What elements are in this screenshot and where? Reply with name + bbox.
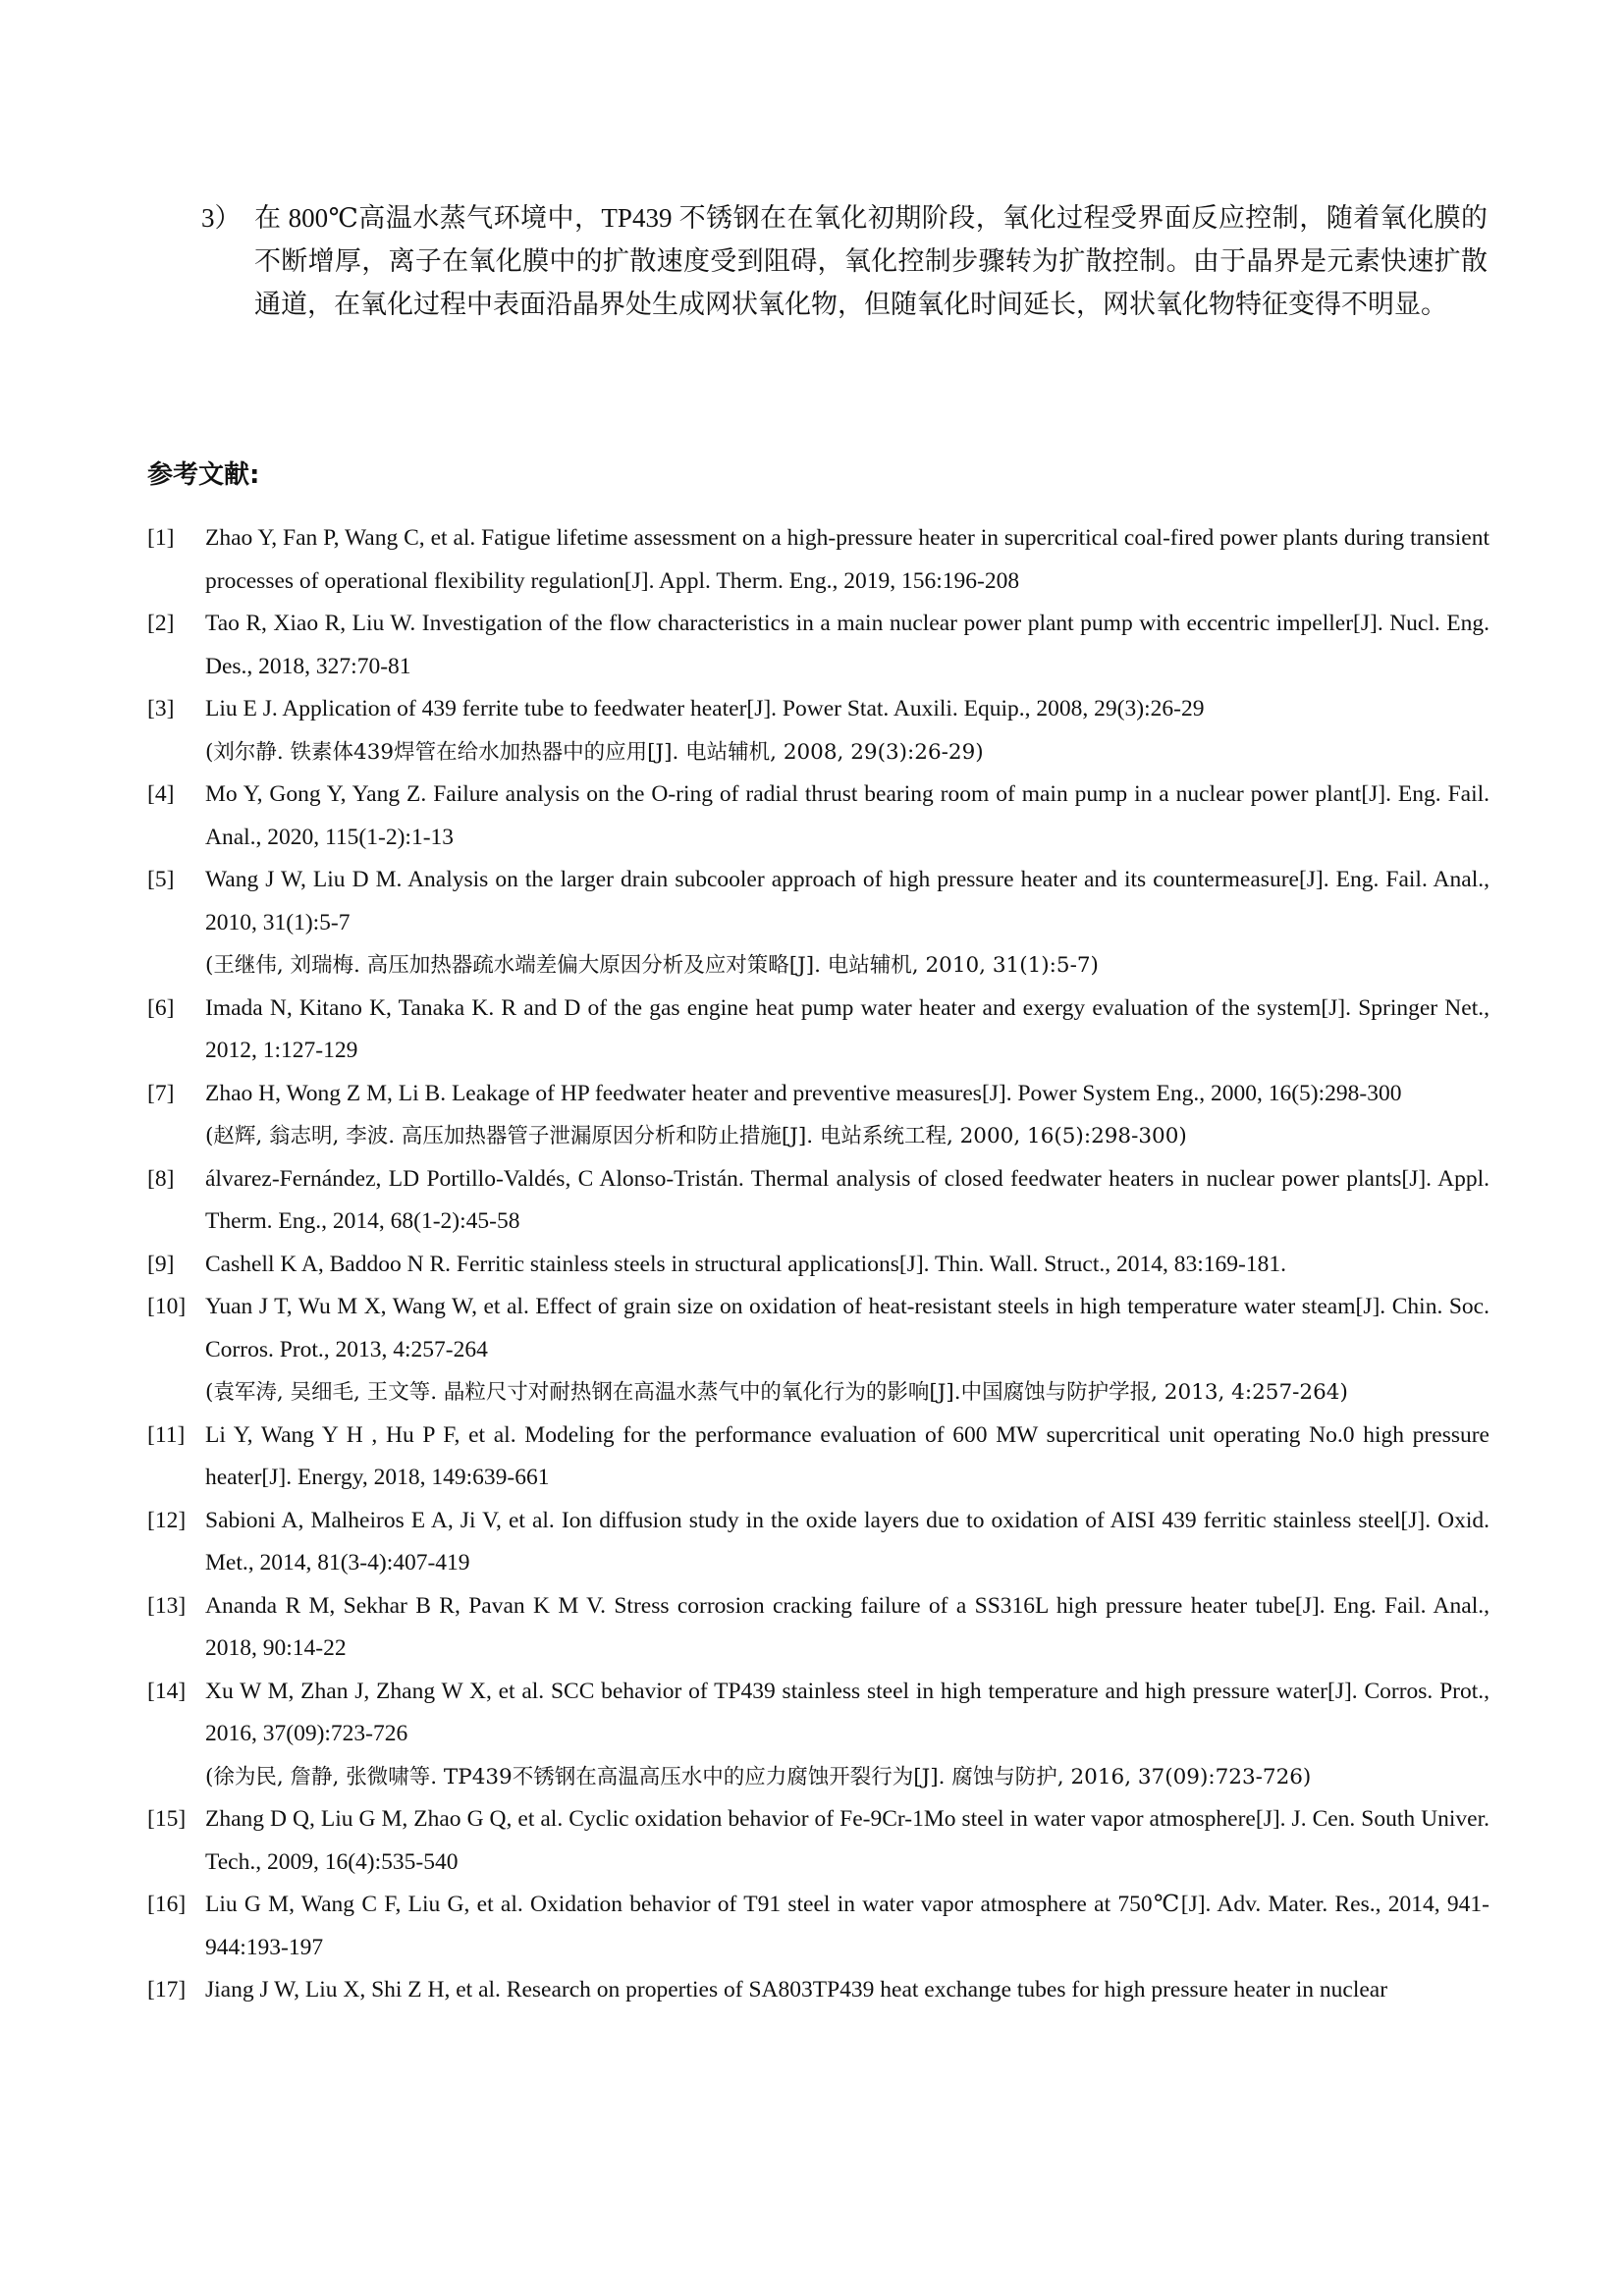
reference-text: Cashell K A, Baddoo N R. Ferritic stainless steels in structural applications[J]. Thin. Wall. Struct., 2014, 83:169-181. [205, 1251, 1286, 1277]
reference-text: Tao R, Xiao R, Liu W. Investigation of the flow characteristics in a main nuclear power plant pump with eccentric impeller[J]. Nucl. Eng. Des., 2018, 327:70-81 [205, 611, 1489, 679]
reference-text: Li Y, Wang Y H , Hu P F, et al. Modeling for the performance evaluation of 600 MW supercritical unit operating No.0 high pressure heater[J]. Energy, 2018, 149:639-661 [205, 1421, 1489, 1490]
reference-text: Imada N, Kitano K, Tanaka K. R and D of the gas engine heat pump water heater and exergy evaluation of the system[J]. Springer Net., 2012, 1:127-129 [205, 994, 1489, 1063]
reference-number: [17] [147, 1977, 187, 2002]
reference-number: [8] [147, 1165, 175, 1192]
reference-text: Yuan J T, Wu M X, Wang W, et al. Effect of grain size on oxidation of heat-resistant steels in high temperature water steam[J]. Chin. Soc. Corros. Prot., 2013, 4:257-264 [205, 1294, 1489, 1362]
reference-number: [6] [147, 994, 175, 1021]
reference-item [147, 1415, 1489, 1500]
reference-text: Zhao H, Wong Z M, Li B. Leakage of HP feedwater heater and preventive measures[J]. Power System Eng., 2000, 16(5):298-300 [205, 1080, 1402, 1106]
reference-text: Mo Y, Gong Y, Yang Z. Failure analysis on the O-ring of radial thrust bearing room of main pump in a nuclear power plant[J]. Eng. Fail. Anal., 2020, 115(1-2):1-13 [205, 781, 1489, 850]
reference-item [147, 774, 1489, 859]
reference-number: [9] [147, 1251, 175, 1277]
reference-item [147, 1073, 1489, 1158]
reference-number: [5] [147, 867, 175, 892]
reference-item [147, 988, 1489, 1073]
reference-list [147, 517, 1489, 2012]
reference-item [147, 1244, 1489, 1287]
reference-number: [11] [147, 1421, 186, 1448]
reference-number: [13] [147, 1592, 187, 1619]
reference-chinese-text: (徐为民, 詹静, 张微啸等. TP439不锈钢在高温高压水中的应力腐蚀开裂行为[J]. 腐蚀与防护, 2016, 37(09):723-726) [205, 1764, 1312, 1789]
reference-text: Zhao Y, Fan P, Wang C, et al. Fatigue lifetime assessment on a high-pressure heater in supercritical coal-fired power plants during transient processes of operational flexibility regulation[J]. Appl. Therm. Eng., 2019, 156:196-208 [205, 525, 1489, 594]
reference-number: [16] [147, 1892, 187, 1917]
conclusion-text: 在 800℃高温水蒸气环境中，TP439 不锈钢在在氧化初期阶段，氧化过程受界面反应控制，随着氧化膜的不断增厚，离子在氧化膜中的扩散速度受到阻碍，氧化控制步骤转为扩散控制。由于晶界是元素快速扩散通道，在氧化过程中表面沿晶界处生成网状氧化物，但随氧化时间延长，网状氧化物特征变得不明显。 [254, 203, 1488, 319]
reference-number: [2] [147, 611, 175, 636]
reference-item [147, 1286, 1489, 1415]
reference-chinese-text: (袁军涛, 吴细毛, 王文等. 晶粒尺寸对耐热钢在高温水蒸气中的氧化行为的影响[J].中国腐蚀与防护学报, 2013, 4:257-264) [205, 1380, 1348, 1405]
reference-chinese-text: (王继伟, 刘瑞梅. 高压加热器疏水端差偏大原因分析及应对策略[J]. 电站辅机, 2010, 31(1):5-7) [205, 953, 1099, 978]
reference-item [147, 1585, 1489, 1671]
reference-text: Liu G M, Wang C F, Liu G, et al. Oxidation behavior of T91 steel in water vapor atmosphere at 750℃[J]. Adv. Mater. Res., 2014, 941-944:193-197 [205, 1892, 1489, 1960]
reference-number: [12] [147, 1507, 187, 1533]
conclusion-number: 3） [201, 203, 242, 233]
reference-chinese-text: (刘尔静. 铁素体439焊管在给水加热器中的应用[J]. 电站辅机, 2008, 29(3):26-29) [205, 739, 984, 765]
reference-item [147, 1969, 1489, 2012]
reference-item [147, 1500, 1489, 1585]
reference-text: Wang J W, Liu D M. Analysis on the larger drain subcooler approach of high pressure heater and its countermeasure[J]. Eng. Fail. Anal., 2010, 31(1):5-7 [205, 867, 1489, 935]
reference-text: Xu W M, Zhan J, Zhang W X, et al. SCC behavior of TP439 stainless steel in high temperature and high pressure water[J]. Corros. Prot., 2016, 37(09):723-726 [205, 1678, 1489, 1746]
reference-item [147, 688, 1489, 774]
reference-item [147, 1798, 1489, 1884]
reference-number: [10] [147, 1294, 187, 1319]
reference-item [147, 517, 1489, 603]
reference-item [147, 1671, 1489, 1799]
reference-item [147, 1158, 1489, 1244]
references-heading: 参考文献: [147, 460, 260, 490]
reference-text: Zhang D Q, Liu G M, Zhao G Q, et al. Cyclic oxidation behavior of Fe-9Cr-1Mo steel in water vapor atmosphere[J]. J. Cen. South Univer. Tech., 2009, 16(4):535-540 [205, 1806, 1489, 1875]
reference-number: [14] [147, 1678, 187, 1704]
reference-text: Ananda R M, Sekhar B R, Pavan K M V. Stress corrosion cracking failure of a SS316L high pressure heater tube[J]. Eng. Fail. Anal., 2018, 90:14-22 [205, 1592, 1489, 1661]
reference-text: Sabioni A, Malheiros E A, Ji V, et al. Ion diffusion study in the oxide layers due to oxidation of AISI 439 ferritic stainless steel[J]. Oxid. Met., 2014, 81(3-4):407-419 [205, 1507, 1489, 1575]
reference-chinese-text: (赵辉, 翁志明, 李波. 高压加热器管子泄漏原因分析和防止措施[J]. 电站系统工程, 2000, 16(5):298-300) [205, 1124, 1187, 1148]
reference-text: álvarez-Fernández, LD Portillo-Valdés, C Alonso-Tristán. Thermal analysis of closed feedwater heaters in nuclear power plants[J]. Appl. Therm. Eng., 2014, 68(1-2):45-58 [205, 1165, 1489, 1234]
reference-text: Liu E J. Application of 439 ferrite tube to feedwater heater[J]. Power Stat. Auxili. Equip., 2008, 29(3):26-29 [205, 696, 1205, 721]
conclusion-item-3 [201, 196, 1488, 326]
reference-number: [3] [147, 696, 175, 721]
reference-number: [4] [147, 781, 175, 807]
reference-item [147, 1884, 1489, 1969]
reference-item [147, 603, 1489, 688]
reference-text: Jiang J W, Liu X, Shi Z H, et al. Research on properties of SA803TP439 heat exchange tubes for high pressure heater in nuclear [205, 1977, 1388, 2002]
reference-number: [7] [147, 1080, 175, 1106]
reference-number: [1] [147, 525, 175, 551]
reference-item [147, 859, 1489, 988]
reference-number: [15] [147, 1806, 187, 1832]
